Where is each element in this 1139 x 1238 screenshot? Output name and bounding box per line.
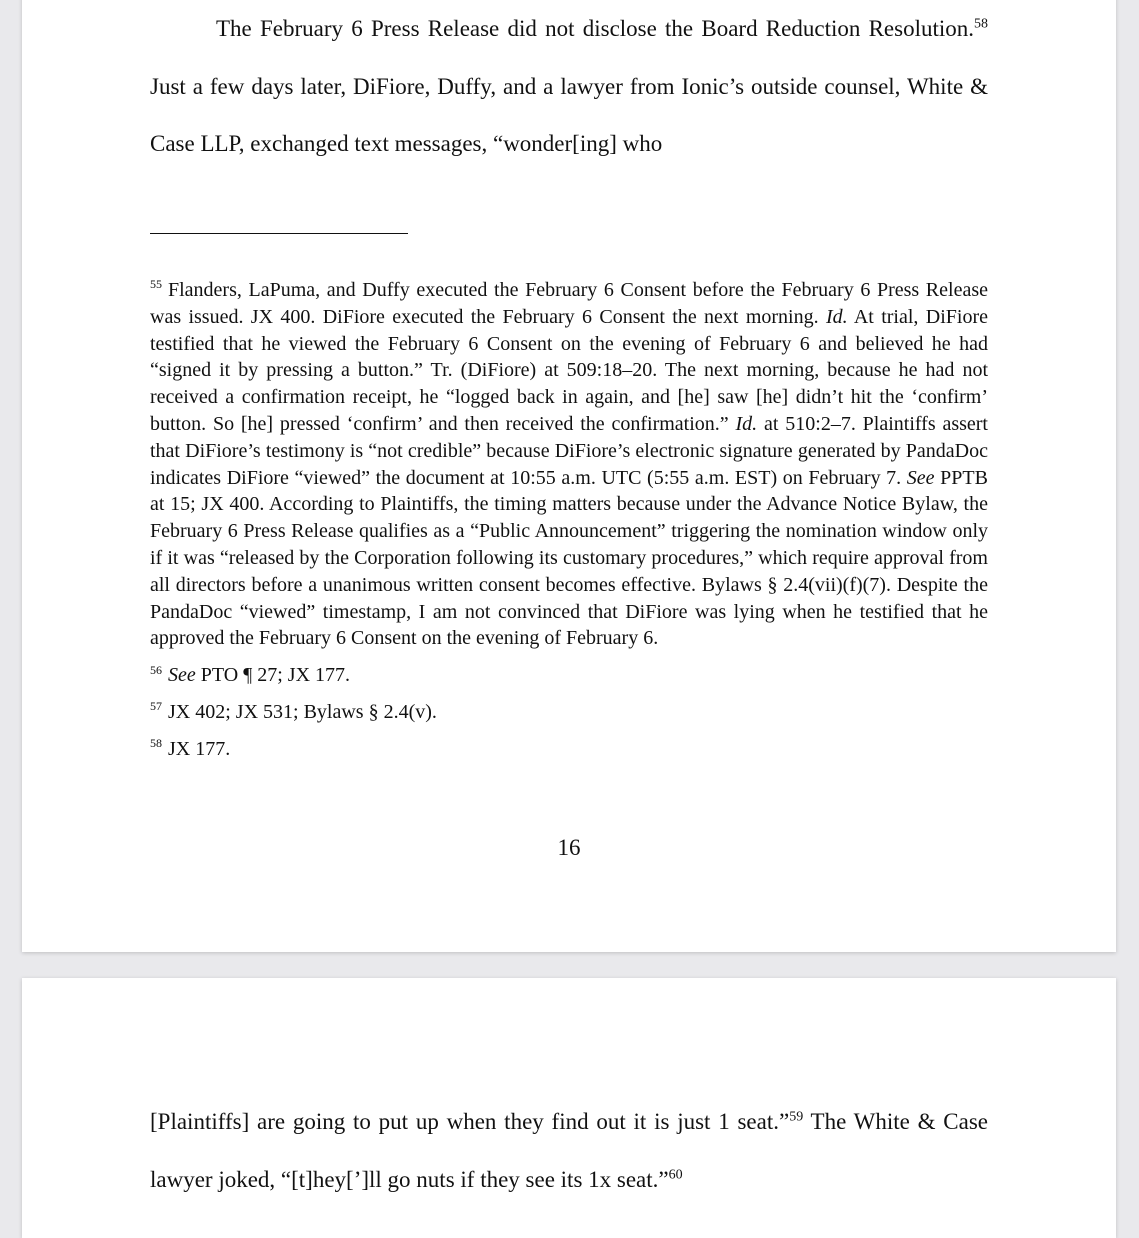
body-paragraph (150, 0, 988, 173)
footnote-number: 57 (150, 699, 162, 714)
body-text-run: Just a few days later, DiFiore, Duffy, and a lawyer from Ionic’s outside counsel, White & Case LLP, exchanged text messages, “wonder[ing] who (150, 73, 988, 156)
footnote-separator-rule (150, 233, 408, 234)
footnote-56 (150, 662, 988, 689)
footnote-55 (150, 277, 988, 652)
body-text-run: The February 6 Press Release did not disclose the Board Reduction Resolution. (216, 16, 974, 41)
footnote-italic-signal: Id. (735, 412, 758, 435)
body-paragraph (150, 1093, 988, 1208)
body-text-run: [Plaintiffs] are going to put up when they find out it is just 1 seat.” (150, 1109, 790, 1134)
footnote-italic-signal: See (168, 664, 196, 687)
footnote-reference-59: 59 (789, 1109, 804, 1125)
footnote-number: 56 (150, 662, 162, 677)
footnote-number: 58 (150, 736, 162, 751)
footnote-reference-60: 60 (668, 1166, 683, 1182)
footnote-text: At trial, DiFiore testified that he viewed the February 6 Consent on the evening of February 6 and believed he had “signed it by pressing a button.” Tr. (DiFiore) at 509:18–20. The next morning, because he had not received a confirmation receipt, he “logged back in again, and [he] saw [he] didn’t hit the ‘confirm’ button. So [he] pressed ‘confirm’ and then received the confirmation.” (150, 305, 988, 435)
footnote-text: JX 402; JX 531; Bylaws § 2.4(v). (168, 700, 437, 723)
page-number: 16 (557, 835, 581, 860)
footnote-italic-signal: Id. (825, 305, 848, 328)
footnote-text: JX 177. (168, 737, 231, 760)
paragraph-text (150, 1093, 988, 1208)
footnote-reference-58: 58 (974, 16, 988, 32)
document-page-17 (22, 978, 1116, 1238)
footnote-text: Flanders, LaPuma, and Duffy executed the February 6 Consent before the February 6 Press Release was issued. JX 400. DiFiore executed the February 6 Consent the next morning. (150, 279, 988, 328)
footnote-number: 55 (150, 277, 162, 292)
footnote-text: PPTB at 15; JX 400. According to Plaintiffs, the timing matters because under the Advance Notice Bylaw, the February 6 Press Release qualifies as a “Public Announcement” triggering the nomination window only if it was “released by the Corporation following its customary procedures,” which require approval from all directors before a unanimous written consent becomes effective. Bylaws § 2.4(vii)(f)(7). Despite the PandaDoc “viewed” timestamp, I am not convinced that DiFiore was lying when he testified that he approved the February 6 Consent on the evening of February 6. (150, 466, 988, 650)
document-page-16 (22, 0, 1116, 952)
footnote-text: PTO ¶ 27; JX 177. (195, 664, 351, 687)
paragraph-text (150, 0, 988, 173)
body-text-run: The White & Case lawyer joked, “[t]hey[’]ll go nuts if they see its 1x seat.” (150, 1109, 988, 1192)
footnotes-section (150, 277, 988, 773)
footnote-italic-signal: See (906, 466, 935, 489)
footnote-57 (150, 699, 988, 726)
footnote-text: at 510:2–7. Plaintiffs assert that DiFiore’s testimony is “not credible” because DiFiore’s electronic signature generated by PandaDoc indicates DiFiore “viewed” the document at 10:55 a.m. UTC (5:55 a.m. EST) on February 7. (150, 412, 988, 489)
footnote-58 (150, 736, 988, 763)
